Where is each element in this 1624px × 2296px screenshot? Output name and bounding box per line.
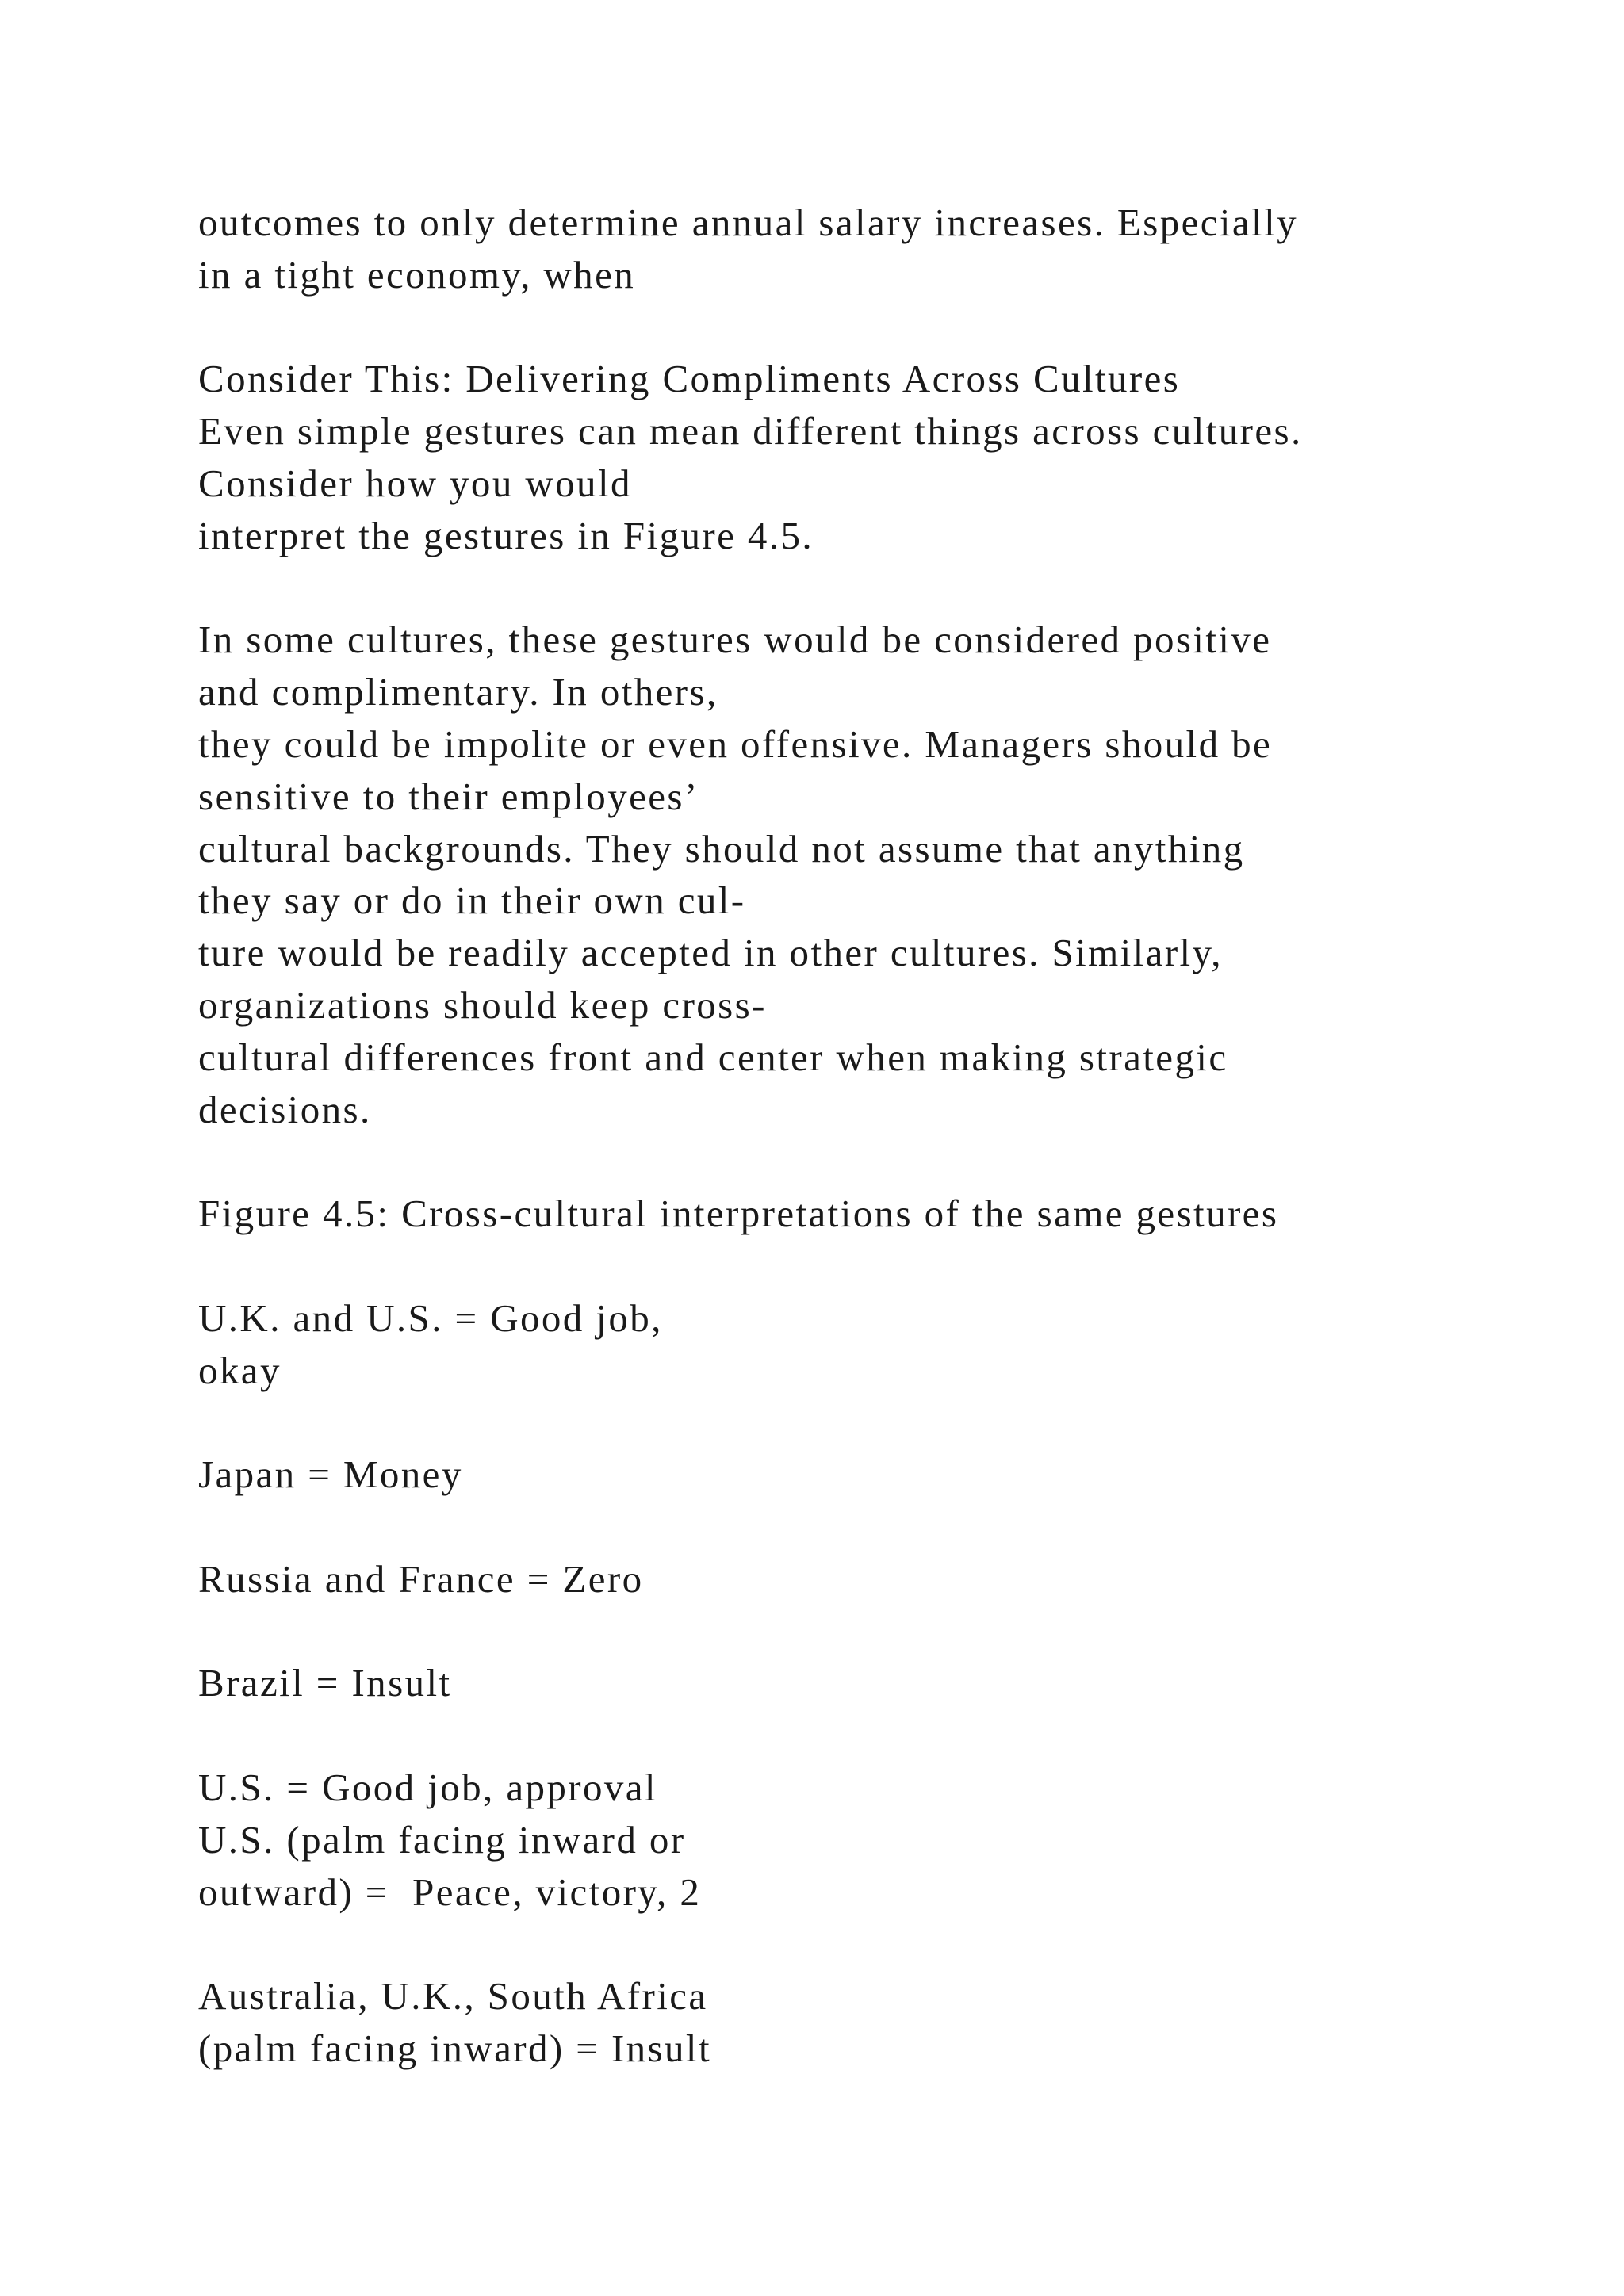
text-line: sensitive to their employees’ bbox=[198, 774, 699, 818]
gesture-label: Brazil = Insult bbox=[198, 1661, 452, 1705]
paragraph-gap bbox=[198, 301, 1483, 354]
gesture-label: okay bbox=[198, 1348, 282, 1392]
text-line: In some cultures, these gestures would be considered positive bbox=[198, 618, 1272, 662]
section-heading: Consider This: Delivering Compliments Across Cultures bbox=[198, 357, 1181, 401]
text-line: in a tight economy, when bbox=[198, 252, 636, 297]
paragraph-gap bbox=[198, 1135, 1483, 1188]
paragraph-gap bbox=[198, 1605, 1483, 1658]
figure-caption: Figure 4.5: Cross-cultural interpretations of the same gestures bbox=[198, 1192, 1279, 1236]
gesture-label: U.K. and U.S. = Good job, bbox=[198, 1295, 663, 1340]
text-line: cultural backgrounds. They should not assume that anything bbox=[198, 826, 1245, 871]
gesture-label: Australia, U.K., South Africa bbox=[198, 1974, 708, 2019]
text-line: ture would be readily accepted in other cultures. Similarly, bbox=[198, 931, 1223, 975]
text-line: Consider how you would bbox=[198, 461, 632, 505]
text-line: Even simple gestures can mean different things across cultures. bbox=[198, 409, 1303, 453]
gesture-label: U.S. = Good job, approval bbox=[198, 1765, 657, 1809]
paragraph-gap bbox=[198, 1918, 1483, 1970]
gesture-label: outward) = Peace, victory, 2 bbox=[198, 1869, 702, 1914]
paragraph-gap bbox=[198, 1709, 1483, 1762]
text-line: decisions. bbox=[198, 1087, 372, 1131]
paragraph-gap bbox=[198, 1240, 1483, 1292]
text-line: and complimentary. In others, bbox=[198, 670, 718, 714]
paragraph-gap bbox=[198, 1501, 1483, 1553]
text-line: they could be impolite or even offensive. Managers should be bbox=[198, 721, 1273, 766]
gesture-label: (palm facing inward) = Insult bbox=[198, 2026, 711, 2070]
text-line: they say or do in their own cul- bbox=[198, 878, 746, 923]
text-line: outcomes to only determine annual salary increases. Especially bbox=[198, 201, 1298, 244]
gesture-label: Japan = Money bbox=[198, 1452, 463, 1497]
paragraph-gap bbox=[198, 562, 1483, 614]
paragraph-gap bbox=[198, 1396, 1483, 1448]
text-line: cultural differences front and center when making strategic bbox=[198, 1035, 1228, 1079]
gesture-label: U.S. (palm facing inward or bbox=[198, 1817, 686, 1862]
gesture-label: Russia and France = Zero bbox=[198, 1556, 644, 1601]
text-line: organizations should keep cross- bbox=[198, 982, 767, 1027]
text-line: interpret the gestures in Figure 4.5. bbox=[198, 513, 814, 557]
document-page bbox=[198, 197, 1483, 2075]
